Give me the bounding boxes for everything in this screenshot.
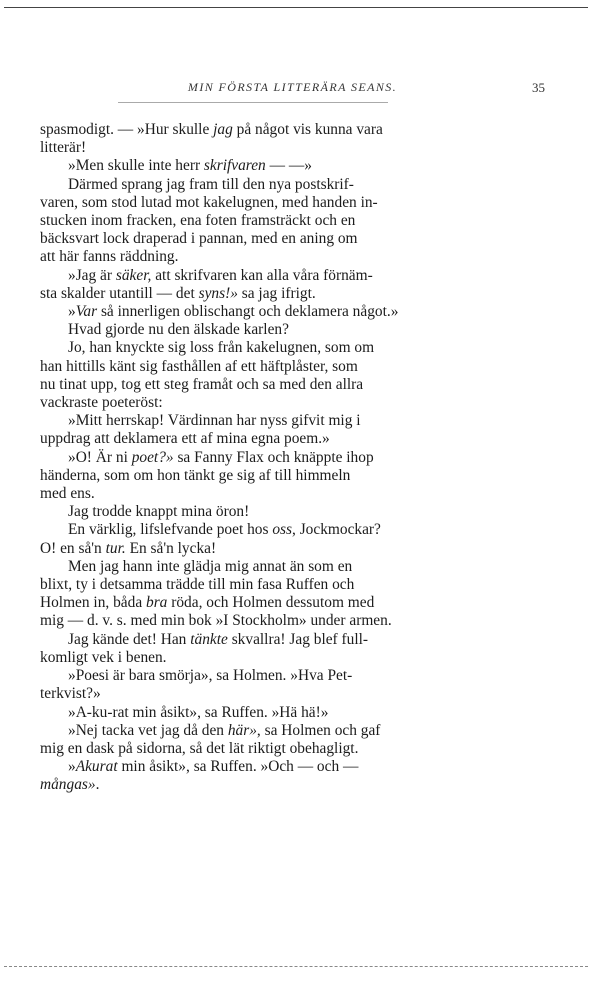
text-run: . [95, 776, 100, 794]
paragraph [40, 503, 545, 521]
text-run: litterär! [40, 139, 87, 157]
text-run: , sa Holmen och gaf [256, 721, 381, 739]
text-run: »Men skulle inte herr [68, 157, 204, 175]
text-run: vackraste poeteröst: [40, 394, 163, 412]
text-run: att här fanns räddning. [40, 248, 179, 266]
text-run: Jag kände det! Han [68, 630, 191, 648]
text-run: med ens. [40, 485, 95, 503]
text-run: sta skalder utantill — det [40, 284, 199, 302]
text-run: »O! Är ni [68, 448, 132, 466]
text-run: han hittills känt sig fasthållen af ett häftplåster, som [40, 357, 358, 375]
top-border-rule [4, 7, 588, 8]
text-run: varen, som stod lutad mot kakelugnen, med handen in- [40, 193, 378, 211]
text-run: blixt, ty i detsamma trädde till min fasa Ruffen och [40, 576, 355, 594]
text-run: Därmed sprang jag fram till den nya postskrif- [68, 175, 354, 193]
page-number: 35 [532, 80, 545, 95]
bottom-border-rule [4, 966, 588, 967]
paragraph [40, 176, 545, 267]
paragraph [40, 449, 545, 504]
text-run: mig — d. v. s. med min bok »I Stockholm» under armen. [40, 612, 392, 630]
text-run: — —» [265, 157, 312, 175]
text-run: »Nej tacka vet jag då den [68, 721, 228, 739]
emphasis-text: här» [227, 721, 257, 739]
text-run: min åsikt», sa Ruffen. »Och — och — [117, 758, 359, 776]
text-run: bäcksvart lock draperad i pannan, med en aning om [40, 230, 358, 248]
text-run: spasmodigt. — »Hur skulle [40, 121, 214, 138]
running-head [40, 80, 545, 100]
text-run: komligt vek i benen. [40, 648, 167, 666]
paragraph [40, 303, 545, 321]
text-run: Holmen in, båda [40, 594, 146, 612]
text-run: uppdrag att deklamera ett af mina egna poem.» [40, 430, 330, 448]
text-run: röda, och Holmen dessutom med [167, 594, 375, 612]
emphasis-text: mångas» [40, 776, 96, 794]
emphasis-text: oss [272, 521, 292, 539]
running-head-title: MIN FÖRSTA LITTERÄRA SEANS. [187, 80, 398, 94]
emphasis-text: jag [213, 121, 233, 138]
paragraph [40, 758, 545, 794]
paragraph [40, 412, 545, 448]
paragraph [40, 631, 545, 667]
text-run: terkvist?» [40, 685, 101, 703]
text-run: nu tinat upp, tog ett steg framåt och sa med den allra [40, 375, 364, 393]
body-text [40, 121, 545, 795]
text-run: O! en så'n [40, 539, 106, 557]
emphasis-text: Akurat [75, 758, 118, 776]
emphasis-text: bra [146, 594, 168, 612]
text-run: » [68, 758, 76, 776]
paragraph [40, 121, 545, 157]
header-rule [118, 102, 388, 103]
paragraph [40, 722, 545, 758]
paragraph [40, 704, 545, 722]
paragraph [40, 157, 545, 175]
paragraph [40, 667, 545, 703]
text-run: Hvad gjorde nu den älskade karlen? [68, 321, 289, 339]
emphasis-text: tur. [105, 539, 126, 557]
paragraph [40, 521, 545, 557]
text-run: »Mitt herrskap! Värdinnan har nyss gifvit mig i [68, 412, 361, 430]
text-run: »Jag är [68, 266, 116, 284]
text-run: stucken inom fracken, ena foten framsträckt och en [40, 212, 356, 230]
text-run: En så'n lycka! [125, 539, 217, 557]
paragraph [40, 267, 545, 303]
text-run: Men jag hann inte glädja mig annat än som en [68, 557, 353, 575]
text-run: sa Fanny Flax och knäppte ihop [173, 448, 374, 466]
emphasis-text: syns!» [198, 284, 238, 302]
text-run: skvallra! Jag blef full- [227, 630, 369, 648]
text-run: så innerligen oblischangt och deklamera något.» [97, 303, 399, 321]
emphasis-text: säker, [115, 266, 152, 284]
emphasis-text: Var [75, 303, 98, 321]
text-run: Jo, han knyckte sig loss från kakelugnen, som om [68, 339, 375, 357]
text-run: » [68, 303, 76, 321]
text-run: En värklig, lifslefvande poet hos [68, 521, 273, 539]
paragraph [40, 558, 545, 631]
paragraph [40, 321, 545, 339]
emphasis-text: tänkte [190, 630, 228, 648]
paragraph [40, 339, 545, 412]
text-run: händerna, som om hon tänkt ge sig af till himmeln [40, 466, 351, 484]
text-run: att skrifvaren kan alla våra förnäm- [151, 266, 373, 284]
text-run: Jag trodde knappt mina öron! [68, 503, 250, 521]
text-run: »A-ku-rat min åsikt», sa Ruffen. »Hä hä!» [68, 703, 329, 721]
emphasis-text: skrifvaren [203, 157, 266, 175]
text-run: sa jag ifrigt. [237, 284, 316, 302]
text-run: , Jockmockar? [292, 521, 381, 539]
text-run: mig en dask på sidorna, så det lät riktigt obehagligt. [40, 739, 359, 757]
text-run: på något vis kunna vara [232, 121, 383, 138]
text-run: »Poesi är bara smörja», sa Holmen. »Hva Pet- [68, 667, 353, 685]
emphasis-text: poet?» [131, 448, 174, 466]
